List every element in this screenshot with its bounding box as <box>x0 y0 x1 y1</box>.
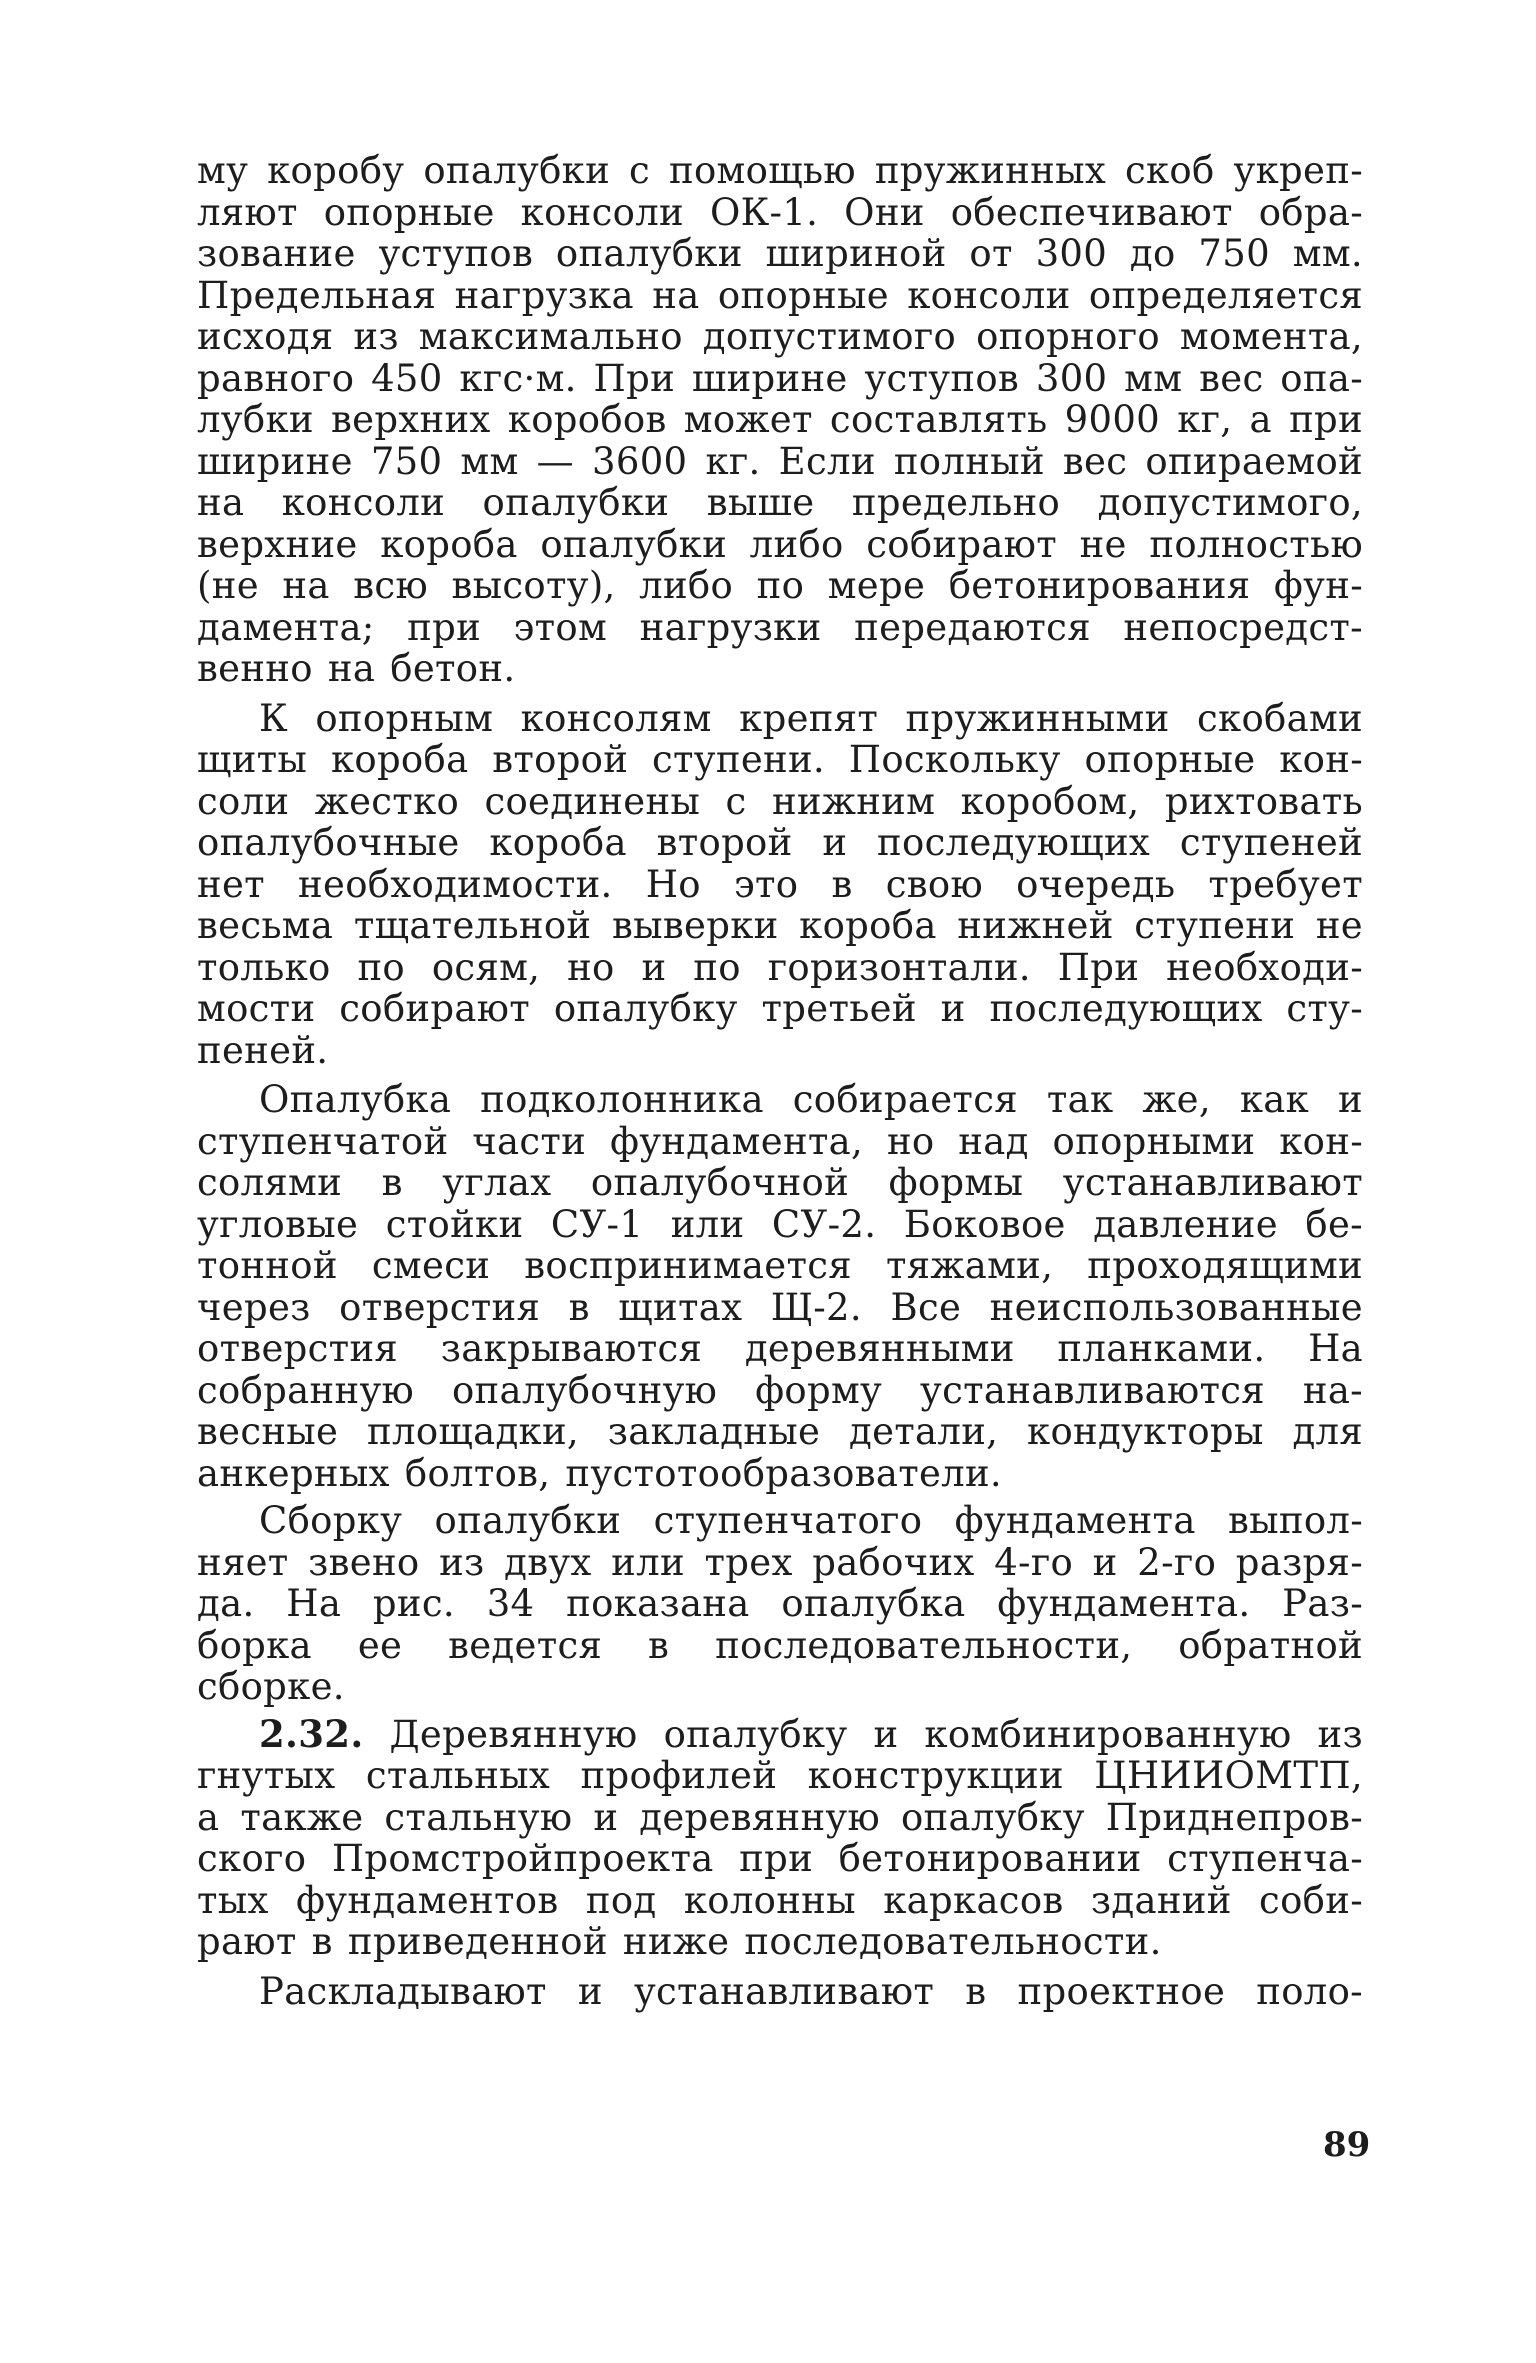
text-line: соли жестко соединены с нижним коробом, рихтовать <box>197 779 1363 823</box>
text-line: пеней. <box>197 1028 329 1072</box>
page-body <box>197 150 1363 2012</box>
text-line-content: Деревянную опалубку и комбинированную из <box>363 1712 1363 1756</box>
text-line: Сборку опалубки ступенчатого фундамента выпол- <box>259 1499 1363 1542</box>
paragraph-5 <box>197 1711 1363 1963</box>
text-line: через отверстия в щитах Щ-2. Все неиспользованные <box>197 1285 1363 1329</box>
text-line: лубки верхних коробов может составлять 9000 кг, а при <box>197 398 1363 441</box>
text-line: анкерных болтов, пустотообразователи. <box>197 1451 1002 1495</box>
text-line: ляют опорные консоли ОК-1. Они обеспечивают обра- <box>197 190 1363 234</box>
text-line: гнутых стальных профилей конструкции ЦНИИОМТП, <box>197 1754 1363 1797</box>
text-line: венно на бетон. <box>197 647 516 690</box>
text-line: весные площадки, закладные детали, кондукторы для <box>197 1410 1363 1453</box>
text-line: на консоли опалубки выше предельно допустимого, <box>197 481 1363 524</box>
paragraph-3 <box>197 1079 1363 1494</box>
page-number: 89 <box>1323 2125 1371 2165</box>
text-line: исходя из максимально допустимого опорного момента, <box>197 315 1363 358</box>
text-line: тонной смеси воспринимается тяжами, проходящими <box>197 1244 1363 1287</box>
paragraph-1 <box>197 150 1363 690</box>
text-line: дамента; при этом нагрузки передаются непосредст- <box>197 605 1363 649</box>
text-line: борка ее ведется в последовательности, обратной <box>197 1623 1363 1667</box>
text-line <box>197 1711 1363 1756</box>
text-line: а также стальную и деревянную опалубку Приднепров- <box>197 1795 1363 1839</box>
text-line: весьма тщательной выверки короба нижней ступени не <box>197 904 1363 947</box>
text-line: ширине 750 мм — 3600 кг. Если полный вес опираемой <box>197 439 1363 483</box>
text-line: Предельная нагрузка на опорные консоли определяется <box>197 273 1363 317</box>
paragraph-6 <box>197 1971 1363 2013</box>
text-line: отверстия закрываются деревянными планками. На <box>197 1327 1363 1370</box>
text-line: нет необходимости. Но это в свою очередь требует <box>197 862 1363 906</box>
text-line: тых фундаментов под колонны каркасов зданий соби- <box>197 1878 1363 1922</box>
text-line: солями в углах опалубочной формы устанавливают <box>197 1161 1363 1204</box>
text-line: мости собирают опалубку третьей и последующих сту- <box>197 987 1363 1030</box>
text-line: ступенчатой части фундамента, но над опорными кон- <box>197 1119 1363 1163</box>
text-line: сборке. <box>197 1665 345 1708</box>
text-line: ского Промстройпроекта при бетонировании ступенча- <box>197 1837 1363 1880</box>
text-line: няет звено из двух или трех рабочих 4-го и 2-го разря- <box>197 1540 1363 1584</box>
text-line: собранную опалубочную форму устанавливаются на- <box>197 1368 1363 1412</box>
paragraph-4 <box>197 1500 1363 1708</box>
text-line: К опорным консолям крепят пружинными скобами <box>259 696 1363 740</box>
text-line: только по осям, но и по горизонтали. При необходи- <box>197 945 1363 989</box>
text-line: Опалубка подколонника собирается так же, как и <box>259 1078 1363 1121</box>
text-line: зование уступов опалубки шириной от 300 до 750 мм. <box>197 232 1363 275</box>
text-line: (не на всю высоту), либо по мере бетонирования фун- <box>197 564 1363 607</box>
text-line: равного 450 кгс·м. При ширине уступов 300 мм вес опа- <box>197 356 1363 400</box>
text-line: Раскладывают и устанавливают в проектное поло- <box>259 1969 1363 2013</box>
text-line: опалубочные короба второй и последующих ступеней <box>197 821 1363 864</box>
section-number: 2.32. <box>259 1711 364 1756</box>
text-line: верхние короба опалубки либо собирают не полностью <box>197 522 1363 566</box>
text-line: угловые стойки СУ-1 или СУ-2. Боковое давление бе- <box>197 1202 1363 1246</box>
text-line: щиты короба второй ступени. Поскольку опорные кон- <box>197 738 1363 781</box>
text-line: му коробу опалубки с помощью пружинных скоб укреп- <box>197 149 1363 192</box>
text-line: да. На рис. 34 показана опалубка фундамента. Раз- <box>197 1582 1363 1625</box>
text-line: рают в приведенной ниже последовательности. <box>197 1920 1162 1963</box>
paragraph-2 <box>197 698 1363 1072</box>
